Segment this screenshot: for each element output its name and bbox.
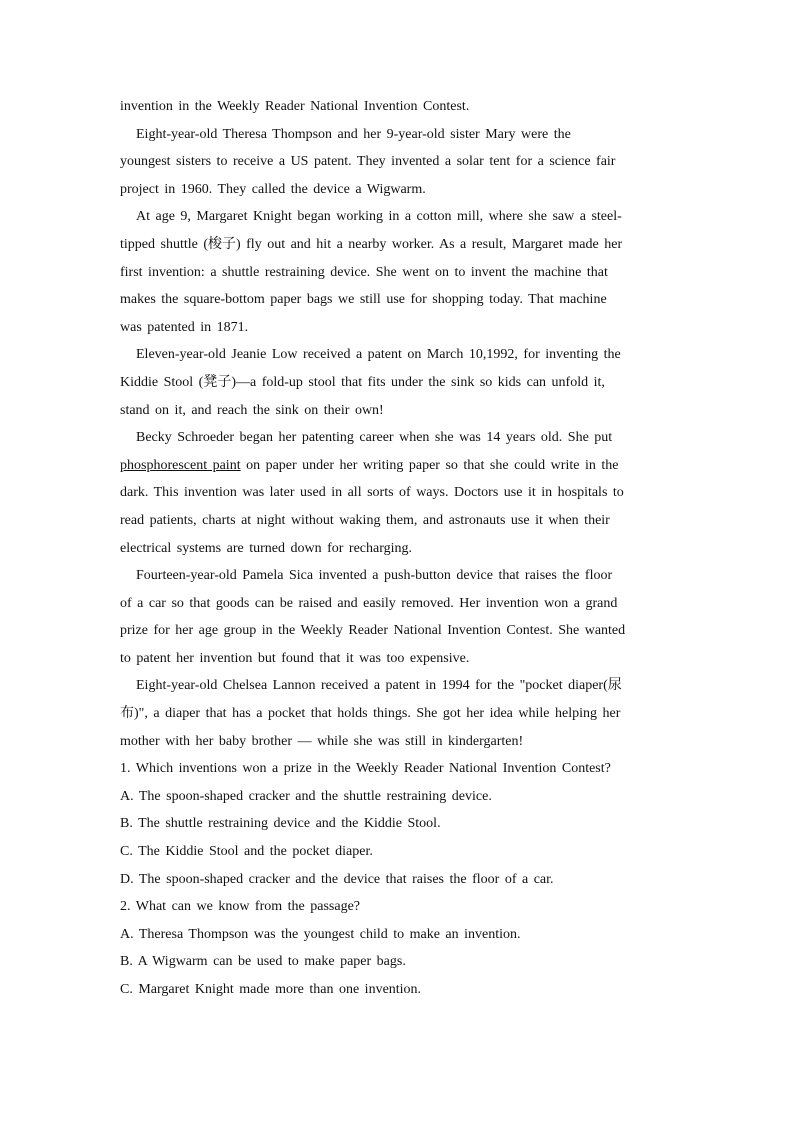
question-option: C. Margaret Knight made more than one invention. xyxy=(120,982,422,997)
question-option: B. A Wigwarm can be used to make paper bags. xyxy=(120,954,406,970)
paragraph-line: to patent her invention but found that it was too expensive. xyxy=(120,650,470,666)
paragraph-line: prize for her age group in the Weekly Reader National Invention Contest. She wanted xyxy=(120,623,626,639)
paragraph-line xyxy=(120,452,680,480)
paragraph-line: project in 1960. They called the device a Wigwarm. xyxy=(120,181,426,197)
paragraph-line: mother with her baby brother — while she was still in kindergarten! xyxy=(120,733,524,749)
passage-text xyxy=(120,93,680,1004)
paragraph-line: Eleven-year-old Jeanie Low received a patent on March 10,1992, for inventing the xyxy=(136,347,621,363)
question-option: A. Theresa Thompson was the youngest child to make an invention. xyxy=(120,926,521,942)
underlined-term: phosphorescent paint xyxy=(120,457,241,473)
paragraph-line-rest: on paper under her writing paper so that she could write in the xyxy=(240,457,619,473)
paragraph-line: dark. This invention was later used in all sorts of ways. Doctors use it in hospitals to xyxy=(120,485,624,501)
question-option: D. The spoon-shaped cracker and the device that raises the floor of a car. xyxy=(120,871,554,887)
question-stem: 2. What can we know from the passage? xyxy=(120,899,360,915)
paragraph-line: stand on it, and reach the sink on their own! xyxy=(120,402,384,418)
paragraph-line: Fourteen-year-old Pamela Sica invented a push-button device that raises the floor xyxy=(136,568,613,584)
paragraph-line: 布)", a diaper that has a pocket that holds things. She got her idea while helping her xyxy=(120,706,621,722)
paragraph-line: of a car so that goods can be raised and easily removed. Her invention won a grand xyxy=(120,595,618,611)
paragraph-line: electrical systems are turned down for recharging. xyxy=(120,540,413,556)
paragraph-line: At age 9, Margaret Knight began working in a cotton mill, where she saw a steel- xyxy=(136,209,622,225)
paragraph-line: tipped shuttle (梭子) fly out and hit a nearby worker. As a result, Margaret made her xyxy=(120,236,623,252)
paragraph-line: makes the square-bottom paper bags we still use for shopping today. That machine xyxy=(120,292,607,308)
paragraph-line: youngest sisters to receive a US patent. They invented a solar tent for a science fair xyxy=(120,154,616,170)
paragraph-line: was patented in 1871. xyxy=(120,319,249,335)
question-option: B. The shuttle restraining device and the Kiddie Stool. xyxy=(120,816,441,832)
question-stem: 1. Which inventions won a prize in the Weekly Reader National Invention Contest? xyxy=(120,761,611,777)
paragraph-line: read patients, charts at night without waking them, and astronauts use it when their xyxy=(120,512,610,528)
paragraph-line: Eight-year-old Theresa Thompson and her 9-year-old sister Mary were the xyxy=(136,126,571,142)
paragraph-line: first invention: a shuttle restraining device. She went on to invent the machine that xyxy=(120,264,608,280)
paragraph-line: Kiddie Stool (凳子)—a fold-up stool that fits under the sink so kids can unfold it, xyxy=(120,374,605,390)
paragraph-line: Eight-year-old Chelsea Lannon received a patent in 1994 for the "pocket diaper(尿 xyxy=(136,678,622,694)
question-option: A. The spoon-shaped cracker and the shuttle restraining device. xyxy=(120,788,492,804)
paragraph-line: invention in the Weekly Reader National Invention Contest. xyxy=(120,99,470,114)
paragraph-line: Becky Schroeder began her patenting career when she was 14 years old. She put xyxy=(136,430,613,446)
question-option: C. The Kiddie Stool and the pocket diaper. xyxy=(120,844,373,860)
